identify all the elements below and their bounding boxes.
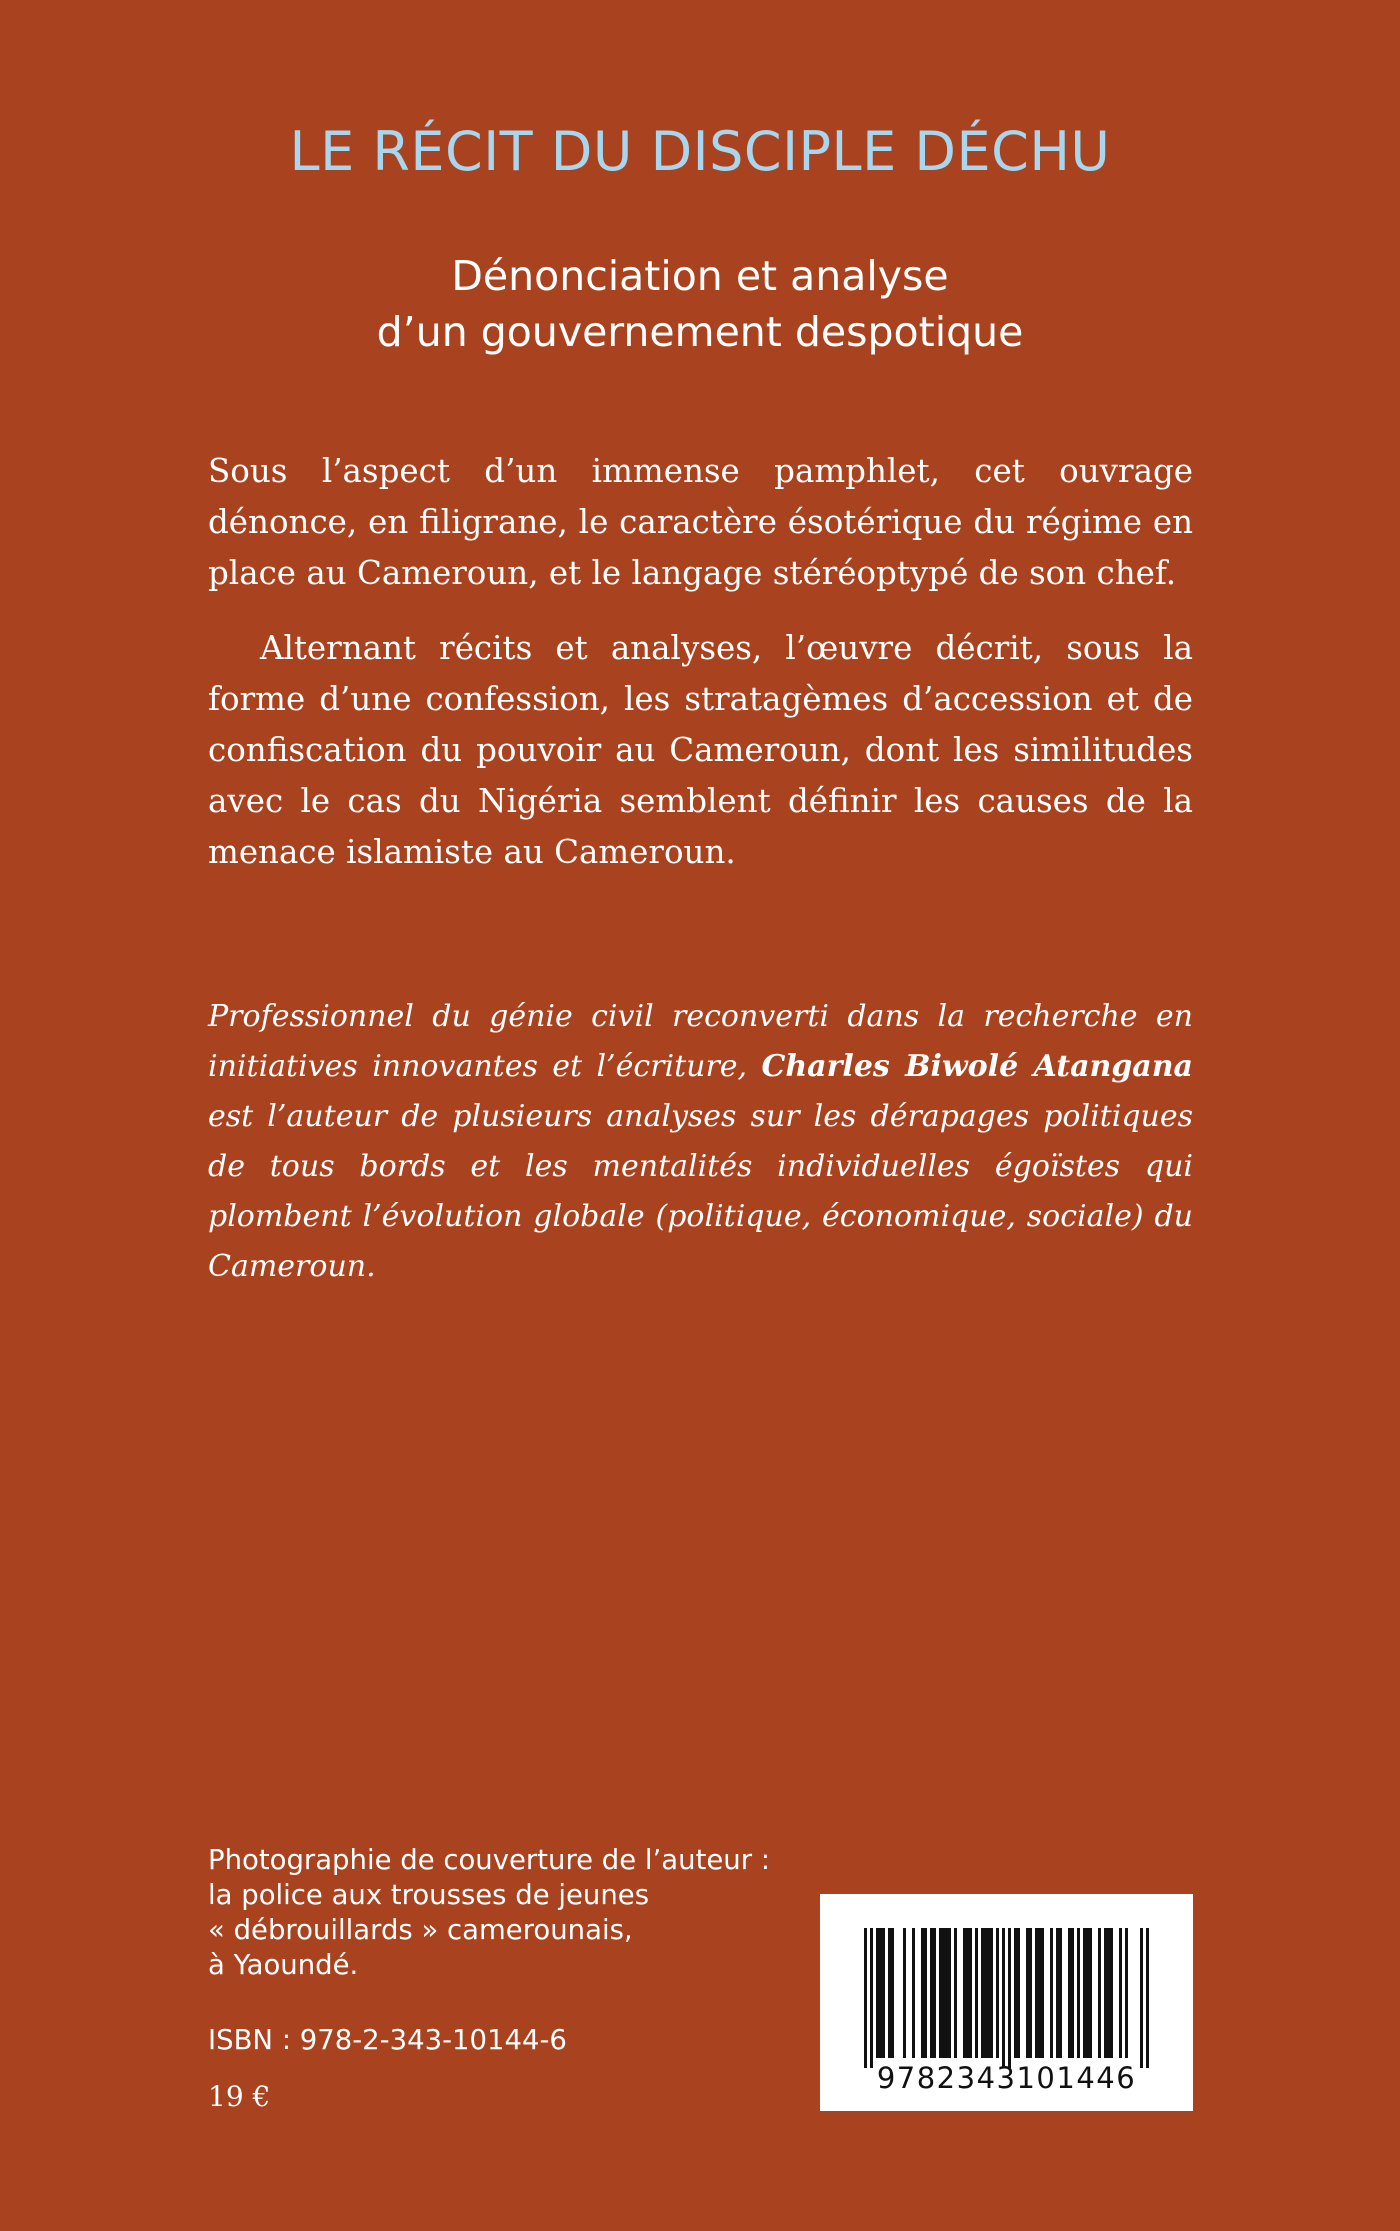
barcode-bar (1146, 1928, 1149, 2068)
author-name: Charles Biwolé Atangana (761, 1049, 1193, 1084)
barcode-bar (933, 1928, 936, 2058)
credit-line-2: la police aux trousses de jeunes (208, 1879, 650, 1911)
barcode-bar (984, 1928, 987, 2058)
barcode-bar (1104, 1928, 1107, 2058)
barcode-bar (1014, 1928, 1017, 2058)
barcode-bar (1029, 1928, 1032, 2058)
barcode-bar (1125, 1928, 1128, 2058)
barcode-bar (888, 1928, 891, 2058)
barcode-bar (963, 1928, 966, 2058)
barcode-bar (1110, 1928, 1113, 2058)
barcode-bar (1089, 1928, 1092, 2058)
subtitle-line-2: d’un gouvernement despotique (376, 308, 1024, 356)
barcode-bar (891, 1928, 894, 2058)
barcode-bar (954, 1928, 957, 2058)
credit-line-4: à Yaoundé. (208, 1949, 359, 1981)
barcode-bar (1059, 1928, 1062, 2058)
barcode-bar (987, 1928, 990, 2058)
barcode-bar (966, 1928, 969, 2058)
barcode-bar (969, 1928, 972, 2058)
subtitle-line-1: Dénonciation et analyse (451, 252, 949, 300)
isbn: ISBN : 978-2-343-10144-6 (208, 2024, 567, 2056)
barcode-bar (1140, 1928, 1143, 2068)
bio-rest: est l’auteur de plusieurs analyses sur les dérapages politiques de tous bords et les mentalités individuelles égoïstes qui plombent l’évolution globale (politique, économique, sociale) du Cameroun. (208, 1099, 1193, 1284)
barcode-bar (1077, 1928, 1080, 2058)
barcode-bar (921, 1928, 924, 2058)
barcode-bar (1041, 1928, 1044, 2058)
barcode-bar (879, 1928, 882, 2058)
barcode-bar (930, 1928, 933, 2058)
price: 19 € (208, 2080, 271, 2113)
barcode-bar (870, 1928, 873, 2068)
barcode-bar (939, 1928, 942, 2058)
barcode-bar (1086, 1928, 1089, 2058)
bio-intro: Professionnel du génie civil reconverti dans la recherche en initiatives innovantes et l’écriture, (208, 999, 1193, 1084)
barcode-bar (945, 1928, 948, 2058)
barcode-bar (1038, 1928, 1041, 2058)
barcode-bar (1017, 1928, 1020, 2058)
barcode-bar (924, 1928, 927, 2058)
barcode-bar (1008, 1928, 1011, 2068)
author-bio (208, 992, 1193, 1292)
barcode-bar (1107, 1928, 1110, 2058)
barcode-digits: 9782343101446 (876, 2061, 1137, 2095)
barcode-bar (1071, 1928, 1074, 2058)
book-title: LE RÉCIT DU DISCIPLE DÉCHU (289, 120, 1111, 183)
barcode-bar (981, 1928, 984, 2058)
barcode-bar (1026, 1928, 1029, 2058)
barcode-bar (942, 1928, 945, 2058)
barcode-bar (990, 1928, 993, 2058)
barcode-bar (1119, 1928, 1122, 2058)
barcode-bar (996, 1928, 999, 2058)
barcode-bar (948, 1928, 951, 2058)
description-paragraph-2: Alternant récits et analyses, l’œuvre décrit, sous la forme d’une confession, les stratagèmes d’accession et de confiscation du pouvoir au Cameroun, dont les similitudes avec le cas du Nigéria semblent définir les causes de la menace islamiste au Cameroun. (208, 629, 1193, 871)
barcode-bar (864, 1928, 867, 2068)
credit-line-1: Photographie de couverture de l’auteur : (208, 1844, 771, 1876)
barcode-bar (903, 1928, 906, 2058)
barcode-bar (975, 1928, 978, 2058)
barcode-bar (1056, 1928, 1059, 2058)
barcode-bar (1002, 1928, 1005, 2068)
photo-credit (208, 1843, 808, 1983)
book-subtitle (0, 248, 1400, 360)
description-paragraph-1: Sous l’aspect d’un immense pamphlet, cet ouvrage dénonce, en filigrane, le caractère ésotérique du régime en place au Cameroun, et le langage stéréoptypé de son chef. (208, 452, 1193, 592)
barcode-bar (876, 1928, 879, 2058)
barcode-bar (1035, 1928, 1038, 2058)
barcode-bar (1083, 1928, 1086, 2058)
barcode-bar (1098, 1928, 1101, 2058)
barcode (820, 1894, 1193, 2111)
credit-line-3: « débrouillards » camerounais, (208, 1914, 633, 1946)
barcode-bar (1050, 1928, 1053, 2058)
barcode-bar (1068, 1928, 1071, 2058)
barcode-bar (882, 1928, 885, 2058)
barcode-bar (912, 1928, 915, 2058)
